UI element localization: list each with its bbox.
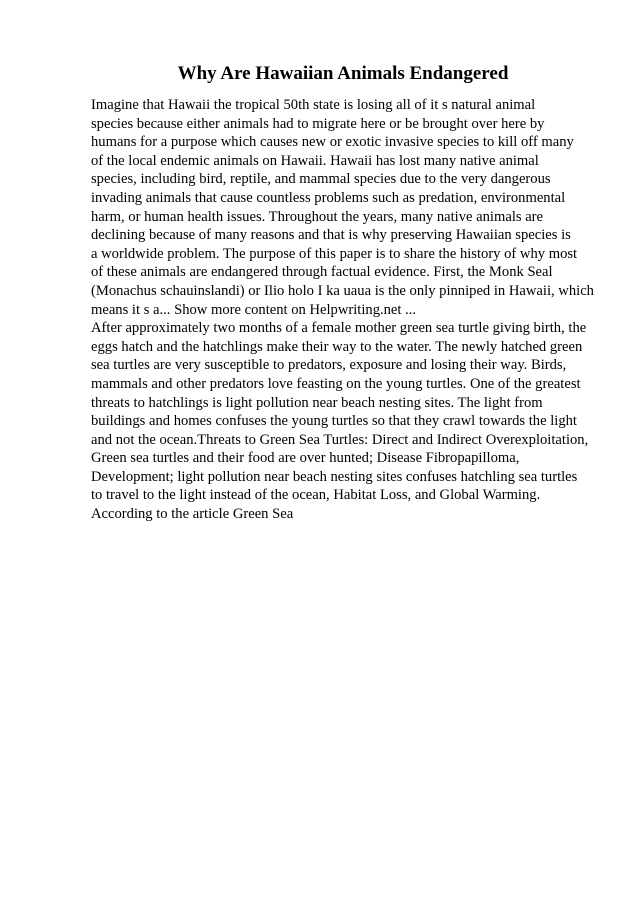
text-line: sea turtles are very susceptible to predators, exposure and losing their way. Birds, xyxy=(91,357,567,374)
text-line: mammals and other predators love feasting on the young turtles. One of the greatest xyxy=(91,375,581,392)
text-line: buildings and homes confuses the young turtles so that they crawl towards the light xyxy=(91,413,577,430)
text-line: Development; light pollution near beach nesting sites confuses hatchling sea turtles xyxy=(91,468,578,485)
text-line: a worldwide problem. The purpose of this paper is to share the history of why most xyxy=(91,245,578,262)
text-line: invading animals that cause countless problems such as predation, environmental xyxy=(91,189,566,206)
text-line: harm, or human health issues. Throughout the years, many native animals are xyxy=(91,208,544,225)
text-line: humans for a purpose which causes new or exotic invasive species to kill off many xyxy=(91,134,574,151)
text-line: and not the ocean.Threats to Green Sea Turtles: Direct and Indirect Overexploitation, xyxy=(91,431,589,448)
text-line: threats to hatchlings is light pollution near beach nesting sites. The light from xyxy=(91,394,543,411)
text-line: to travel to the light instead of the ocean, Habitat Loss, and Global Warming. xyxy=(91,487,541,504)
text-line: of these animals are endangered through factual evidence. First, the Monk Seal xyxy=(91,264,553,281)
text-line: According to the article Green Sea xyxy=(91,506,294,523)
text-line: eggs hatch and the hatchlings make their way to the water. The newly hatched green xyxy=(91,338,583,355)
text-line: Imagine that Hawaii the tropical 50th state is losing all of it s natural animal xyxy=(91,97,536,113)
show-more-line: means it s a... Show more content on Helpwriting.net ... xyxy=(91,301,417,318)
text-line: Green sea turtles and their food are over hunted; Disease Fibropapilloma, xyxy=(91,450,520,467)
text-line: of the local endemic animals on Hawaii. Hawaii has lost many native animal xyxy=(91,152,539,169)
document-body xyxy=(91,96,611,524)
text-line: After approximately two months of a female mother green sea turtle giving birth, the xyxy=(91,320,587,337)
text-line: species because either animals had to migrate here or be brought over here by xyxy=(91,115,545,132)
text-line: species, including bird, reptile, and mammal species due to the very dangerous xyxy=(91,171,551,188)
document-title: Why Are Hawaiian Animals Endangered xyxy=(177,63,509,84)
text-line: declining because of many reasons and that is why preserving Hawaiian species is xyxy=(91,227,571,244)
text-line: (Monachus schauinslandi) or Ilio holo I ka uaua is the only pinniped in Hawaii, which xyxy=(91,282,594,299)
